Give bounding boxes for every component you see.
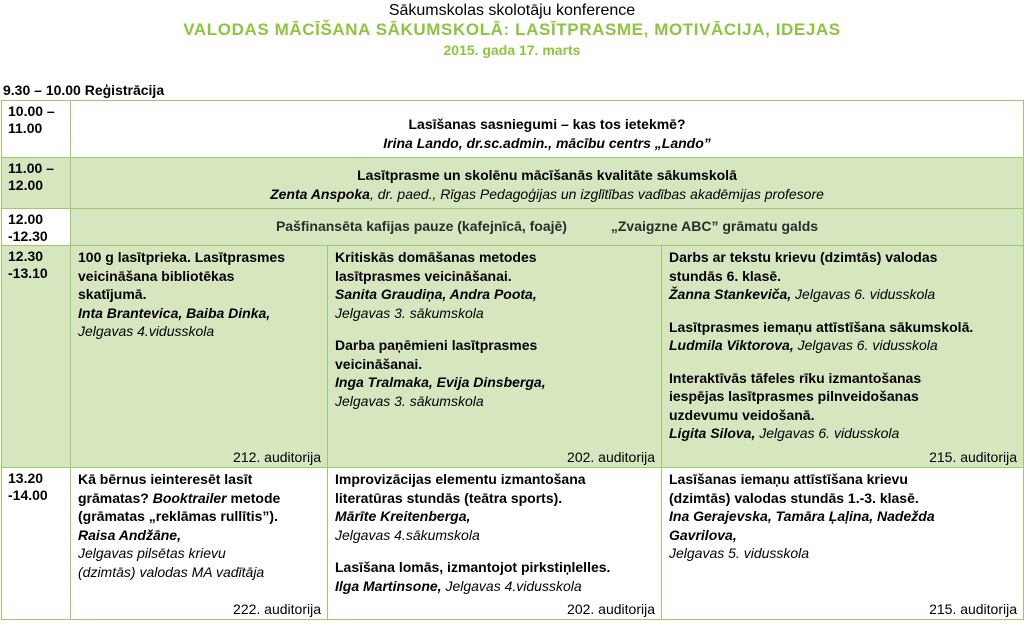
presenter-names: Inga Tralmaka, Evija Dinsberga, xyxy=(335,374,546,390)
school-name: Jelgavas 3. sākumskola xyxy=(335,392,484,409)
school-name: Jelgavas 5. vidusskola xyxy=(669,545,810,561)
room-label: 202. auditorija xyxy=(567,600,655,617)
conference-name: Sākumskolas skolotāju konference xyxy=(388,2,636,19)
organisation-name: Jelgavas pilsētas krievu xyxy=(78,545,226,561)
session-cell-2: Kritiskās domāšanas metodes lasītprasmes veicināšanai. Sanita Graudiņa, Andra Poota, Jelgavas 3. sākumskola Darba paņēmieni lasītprasmes veicināšanai. Inga Tralmaka, Evija Dinsberga, Jelgavas 3. sākumskola 202. auditorija xyxy=(328,246,662,468)
schedule-row-3 xyxy=(2,209,1024,246)
school-name: Jelgavas 4.vidusskola xyxy=(441,577,582,594)
school-name: Jelgavas 4.sākumskola xyxy=(335,526,480,543)
schedule-row-1 xyxy=(2,101,1024,158)
school-name: Jelgavas 4.vidusskola xyxy=(78,323,215,339)
schedule-row-4 xyxy=(2,246,1024,468)
conference-title: VALODAS MĀCĪŠANA SĀKUMSKOLĀ: LASĪTPRASME, MOTIVĀCIJA, IDEJAS xyxy=(183,20,841,39)
presenter-names: Sanita Graudiņa, Andra Poota, xyxy=(335,286,537,302)
room-label: 222. auditorija xyxy=(233,600,321,617)
book-table-label: „Zvaigzne ABC” grāmatu galds xyxy=(610,218,819,234)
time-cell: 10.00 – 11.00 xyxy=(2,101,71,158)
presenter-name: Ligita Silova, xyxy=(669,425,756,441)
room-label: 202. auditorija xyxy=(567,448,655,465)
schedule-row-2 xyxy=(2,158,1024,209)
time-cell: 11.00 – 12.00 xyxy=(2,158,71,209)
session-title: Lasīšanas sasniegumi – kas tos ietekmē? xyxy=(408,116,686,132)
coffee-break-label: Pašfinansēta kafijas pauze (kafejnīcā, foajē) xyxy=(275,218,567,234)
schedule-table xyxy=(1,100,1024,620)
session-speaker: Zenta Anspoka, dr. paed., Rīgas Pedagoģijas un izglītības vadības akadēmijas profesore xyxy=(270,186,824,202)
schedule-row-5 xyxy=(2,468,1024,620)
presenter-name: Ludmila Viktorova, xyxy=(669,337,794,353)
room-label: 215. auditorija xyxy=(929,448,1018,465)
time-cell: 12.00 -12.30 xyxy=(2,209,71,246)
session-cell-1: 100 g lasītprieka. Lasītprasmes veicināšana bibliotēkas skatījumā. Inta Brantevica, Baiba Dinka, Jelgavas 4.vidusskola 212. auditorija xyxy=(71,246,328,468)
presenter-names: Ina Gerajevska, Tamāra Ļaļina, Nadežda xyxy=(669,508,935,524)
presenter-name: Mārīte Kreitenberga, xyxy=(335,508,471,524)
school-name: Jelgavas 6. vidusskola xyxy=(755,425,900,441)
presenter-names: Inta Brantevica, Baiba Dinka, xyxy=(78,304,271,321)
session-speaker: Irina Lando, dr.sc.admin., mācību centrs „Lando” xyxy=(383,135,711,151)
plenary-session xyxy=(71,158,1024,209)
presenter-name: Ilga Martinsone, xyxy=(335,577,442,594)
presenter-names: Gavrilova, xyxy=(669,526,737,543)
session-cell-1: Kā bērnus ieinteresēt lasīt grāmatas? Booktrailer metode (grāmatas „reklāmas rullītis”). Raisa Andžāne, Jelgavas pilsētas krievu (dzimtās) valodas MA vadītāja 222. auditorija xyxy=(71,468,328,620)
plenary-session xyxy=(71,101,1024,158)
time-cell: 13.20 -14.00 xyxy=(2,468,71,620)
room-label: 215. auditorija xyxy=(929,600,1018,617)
school-name: Jelgavas 6. vidusskola xyxy=(793,337,938,353)
presenter-name: Žanna Stankeviča, xyxy=(669,286,792,302)
time-cell: 12.30 -13.10 xyxy=(2,246,71,468)
coffee-break xyxy=(71,209,1024,246)
organisation-name: (dzimtās) valodas MA vadītāja xyxy=(78,563,265,580)
session-cell-2: Improvizācijas elementu izmantošana literatūras stundās (teātra sports). Mārīte Kreitenberga, Jelgavas 4.sākumskola Lasīšana lomās, izmantojot pirkstiņlelles. Ilga Martinsone, Jelgavas 4.vidusskola 202. auditorija xyxy=(328,468,662,620)
room-label: 212. auditorija xyxy=(233,448,321,465)
session-cell-3: Darbs ar tekstu krievu (dzimtās) valodas stundās 6. klasē. Žanna Stankeviča, Jelgavas 6. vidusskola Lasītprasmes iemaņu attīstīšana sākumskolā. Ludmila Viktorova, Jelgavas 6. vidusskola Interaktīvās tāfeles rīku izmantošanas iespējas lasītprasmes pilnveidošanas uzdevumu veidošanā. Ligita Silova, Jelgavas 6. vidusskola 215. auditorija xyxy=(662,246,1024,468)
session-title: Lasītprasme un skolēnu mācīšanās kvalitāte sākumskolā xyxy=(357,167,737,183)
session-cell-3: Lasīšanas iemaņu attīstīšana krievu (dzimtās) valodas stundās 1.-3. klasē. Ina Gerajevska, Tamāra Ļaļina, Nadežda Gavrilova, Jelgavas 5. vidusskola 215. auditorija xyxy=(662,468,1024,620)
school-name: Jelgavas 6. vidusskola xyxy=(791,286,936,302)
presenter-name: Raisa Andžāne, xyxy=(78,526,181,543)
conference-date: 2015. gada 17. marts xyxy=(443,42,581,58)
registration-line: 9.30 – 10.00 Reģistrācija xyxy=(3,82,165,98)
school-name: Jelgavas 3. sākumskola xyxy=(335,304,484,321)
